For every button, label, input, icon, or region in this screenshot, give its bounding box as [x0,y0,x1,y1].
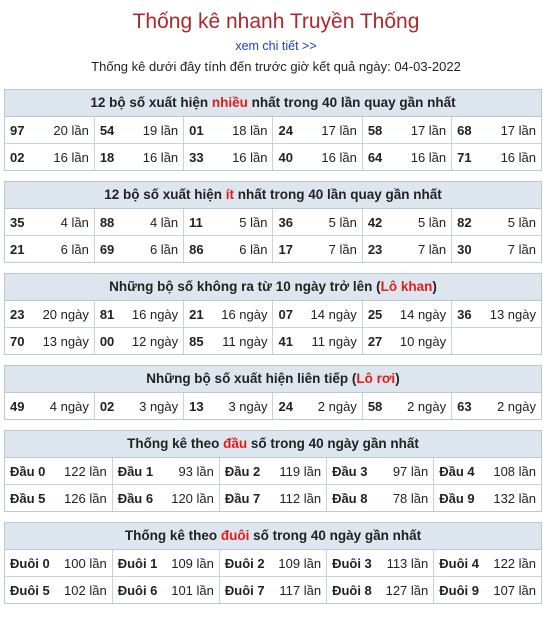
occurrence-count: 7 lần [507,241,536,257]
stat-cell [327,458,434,485]
occurrence-count: 18 lần [232,122,268,138]
occurrence-count: 14 ngày [310,306,357,322]
occurrence-count: 127 lần [385,582,429,598]
stat-cell [184,301,273,328]
table-row [5,117,541,144]
digit-label: Đuôi 9 [439,582,479,598]
stat-cell [362,393,451,419]
occurrence-count: 120 lần [171,490,214,506]
digit-label: Đuôi 0 [10,555,50,571]
stat-cell [273,301,362,328]
most-frequent-section [4,89,542,171]
lottery-number: 01 [189,122,204,138]
lottery-number: 58 [367,398,383,414]
stat-cell [184,209,273,236]
occurrence-count: 20 ngày [42,306,89,322]
stat-cell [5,577,112,604]
digit-label: Đầu 8 [332,490,368,506]
lottery-number: 64 [367,149,383,165]
stat-cell [94,301,183,328]
occurrence-count: 19 lần [142,122,179,138]
occurrence-count: 102 lần [64,582,107,598]
section-title: Thống kê theo đuôi số trong 40 ngày gần nhất [5,523,541,550]
lottery-number: 58 [367,122,383,138]
stat-cell [5,117,94,144]
table-row [5,236,541,263]
lottery-number: 85 [189,333,204,349]
lottery-number: 35 [10,214,25,230]
table-row [5,301,541,328]
occurrence-count: 100 lần [64,555,107,571]
lottery-number: 21 [10,241,25,257]
occurrence-count: 109 lần [171,555,214,571]
digit-label: Đuôi 1 [117,555,158,571]
digit-label: Đuôi 3 [332,555,372,571]
stat-cell [5,328,94,355]
page-title: Thống kê nhanh Truyền Thống [132,10,420,33]
stat-cell [219,458,326,485]
occurrence-count: 122 lần [493,555,536,571]
duoi-table [5,550,541,603]
occurrence-count: 119 lần [279,463,322,479]
lottery-number: 82 [457,214,472,230]
stat-cell [273,209,362,236]
lottery-number: 02 [99,398,115,414]
lottery-number: 18 [99,149,115,165]
occurrence-count: 20 lần [53,122,89,138]
occurrence-count: 7 lần [328,241,357,257]
lottery-number: 70 [10,333,25,349]
stat-cell [362,236,451,263]
stat-cell [112,550,219,577]
stat-cell [362,301,451,328]
table-row [5,485,541,512]
stat-cell [219,577,326,604]
occurrence-count: 16 lần [410,149,447,165]
lottery-number: 41 [278,333,293,349]
digit-label: Đuôi 6 [117,582,158,598]
stat-cell [452,328,541,355]
stat-cell [452,209,541,236]
occurrence-count: 16 lần [500,149,536,165]
stat-cell [327,577,434,604]
stat-cell [452,236,541,263]
occurrence-count: 5 lần [507,214,536,230]
stat-cell [5,209,94,236]
details-link[interactable]: xem chi tiết >> [235,39,317,53]
section-title: Những bộ số xuất hiện liên tiếp (Lô rơi) [5,366,541,393]
lo-khan-section [4,273,542,355]
occurrence-count: 11 ngày [311,333,357,349]
stat-cell [94,144,183,171]
stat-cell [273,144,362,171]
lottery-number: 97 [10,122,25,138]
stat-cell [452,117,541,144]
stat-cell [452,144,541,171]
occurrence-count: 16 lần [232,149,268,165]
stat-cell [219,550,326,577]
page-header [0,9,552,76]
stat-cell [94,236,183,263]
occurrence-count: 2 ngày [317,398,357,414]
stat-cell [5,393,94,419]
digit-label: Đuôi 2 [224,555,265,571]
occurrence-count: 10 ngày [399,333,447,349]
lottery-number: 00 [99,333,115,349]
occurrence-count: 5 lần [239,214,268,230]
occurrence-count: 117 lần [279,582,322,598]
stat-cell [362,117,451,144]
stat-cell [5,236,94,263]
digit-label: Đuôi 4 [439,555,479,571]
section-title: Những bộ số không ra từ 10 ngày trở lên (Lô khan) [5,274,541,301]
section-title: 12 bộ số xuất hiện ít nhất trong 40 lần quay gần nhất [5,182,541,209]
lottery-number: 24 [278,398,293,414]
lottery-number: 69 [99,241,115,257]
occurrence-count: 107 lần [493,582,536,598]
occurrence-count: 6 lần [239,241,268,257]
digit-label: Đầu 6 [117,490,154,506]
occurrence-count: 113 lần [386,555,429,571]
occurrence-count: 6 lần [149,241,179,257]
occurrence-count: 4 lần [149,214,179,230]
stat-cell [5,485,112,512]
lo-roi-section [4,365,542,420]
lottery-number: 02 [10,149,25,165]
lottery-number: 11 [189,214,203,230]
occurrence-count: 7 lần [417,241,447,257]
occurrence-count: 93 lần [178,463,214,479]
occurrence-count: 112 lần [279,490,322,506]
digit-label: Đuôi 7 [224,582,265,598]
lottery-number: 13 [189,398,204,414]
stat-cell [184,393,273,419]
occurrence-count: 5 lần [417,214,447,230]
dau-section [4,430,542,512]
occurrence-count: 122 lần [64,463,107,479]
lottery-number: 71 [457,149,472,165]
lottery-number: 36 [278,214,293,230]
lottery-number: 86 [189,241,204,257]
lottery-number: 68 [457,122,472,138]
occurrence-count: 4 lần [60,214,89,230]
stat-cell [362,144,451,171]
occurrence-count: 17 lần [500,122,536,138]
lottery-number: 54 [99,122,115,138]
digit-label: Đầu 0 [10,463,46,479]
least-frequent-table [5,209,541,262]
lottery-number: 30 [457,241,472,257]
occurrence-count: 6 lần [60,241,89,257]
lottery-number: 21 [189,306,204,322]
table-row [5,458,541,485]
occurrence-count: 101 lần [171,582,214,598]
table-row [5,209,541,236]
occurrence-count: 13 ngày [42,333,89,349]
stat-cell [5,458,112,485]
occurrence-count: 17 lần [321,122,357,138]
lottery-number: 25 [367,306,383,322]
occurrence-count: 126 lần [64,490,107,506]
occurrence-count: 132 lần [493,490,536,506]
digit-label: Đuôi 5 [10,582,50,598]
occurrence-count: 13 ngày [489,306,536,322]
stat-cell [434,550,541,577]
occurrence-count: 16 ngày [131,306,179,322]
lottery-number: 27 [367,333,383,349]
digit-label: Đuôi 8 [332,582,372,598]
digit-label: Đầu 2 [224,463,261,479]
stat-cell [434,485,541,512]
stat-cell [219,485,326,512]
lottery-number: 42 [367,214,383,230]
stat-cell [452,393,541,419]
occurrence-count: 16 lần [142,149,179,165]
lottery-number: 88 [99,214,115,230]
duoi-section [4,522,542,604]
digit-label: Đầu 3 [332,463,368,479]
lo-roi-table [5,393,541,419]
lottery-number: 81 [99,306,115,322]
stat-cell [452,301,541,328]
stat-cell [273,393,362,419]
occurrence-count: 78 lần [392,490,429,506]
section-title: Thống kê theo đầu số trong 40 ngày gần nhất [5,431,541,458]
stat-cell [434,458,541,485]
lottery-number: 07 [278,306,293,322]
occurrence-count: 12 ngày [131,333,179,349]
lottery-number: 63 [457,398,472,414]
lottery-number: 36 [457,306,472,322]
table-row [5,328,541,355]
digit-label: Đầu 9 [439,490,475,506]
lo-khan-table [5,301,541,354]
stat-cell [112,577,219,604]
stat-cell [5,301,94,328]
stat-cell [5,550,112,577]
table-row [5,550,541,577]
stat-cell [362,328,451,355]
most-frequent-table [5,117,541,170]
digit-label: Đầu 1 [117,463,154,479]
occurrence-count: 109 lần [278,555,322,571]
least-frequent-section [4,181,542,263]
occurrence-count: 11 ngày [222,333,268,349]
table-row [5,577,541,604]
occurrence-count: 16 ngày [221,306,268,322]
occurrence-count: 2 ngày [407,398,447,414]
occurrence-count: 4 ngày [49,398,89,414]
lottery-number: 24 [278,122,293,138]
lottery-number: 33 [189,149,204,165]
stat-cell [327,485,434,512]
lottery-number: 23 [367,241,383,257]
digit-label: Đầu 4 [439,463,475,479]
stat-cell [94,393,183,419]
date-subtitle: Thống kê dưới đây tính đến trước giờ kết quả ngày: 04-03-2022 [91,59,461,74]
stat-cell [112,485,219,512]
lottery-number: 49 [10,398,25,414]
stat-cell [94,117,183,144]
lottery-number: 40 [278,149,293,165]
lottery-number: 23 [10,306,25,322]
stat-cell [273,328,362,355]
section-title: 12 bộ số xuất hiện nhiều nhất trong 40 lần quay gần nhất [5,90,541,117]
occurrence-count: 108 lần [493,463,536,479]
occurrence-count: 97 lần [392,463,429,479]
stat-cell [184,117,273,144]
occurrence-count: 16 lần [53,149,89,165]
stat-cell [184,144,273,171]
lottery-number: 17 [278,241,293,257]
stat-cell [112,458,219,485]
stat-cell [327,550,434,577]
digit-label: Đầu 5 [10,490,46,506]
occurrence-count: 16 lần [321,149,357,165]
stat-cell [94,328,183,355]
stat-cell [184,328,273,355]
stat-cell [94,209,183,236]
table-row [5,393,541,419]
dau-table [5,458,541,511]
occurrence-count: 3 ngày [228,398,268,414]
stat-cell [273,236,362,263]
digit-label: Đầu 7 [224,490,261,506]
stat-cell [362,209,451,236]
occurrence-count: 5 lần [328,214,357,230]
occurrence-count: 17 lần [410,122,447,138]
stat-cell [273,117,362,144]
stat-cell [5,144,94,171]
occurrence-count: 2 ngày [496,398,536,414]
table-row [5,144,541,171]
stat-cell [184,236,273,263]
stat-cell [434,577,541,604]
occurrence-count: 3 ngày [139,398,179,414]
occurrence-count: 14 ngày [399,306,447,322]
